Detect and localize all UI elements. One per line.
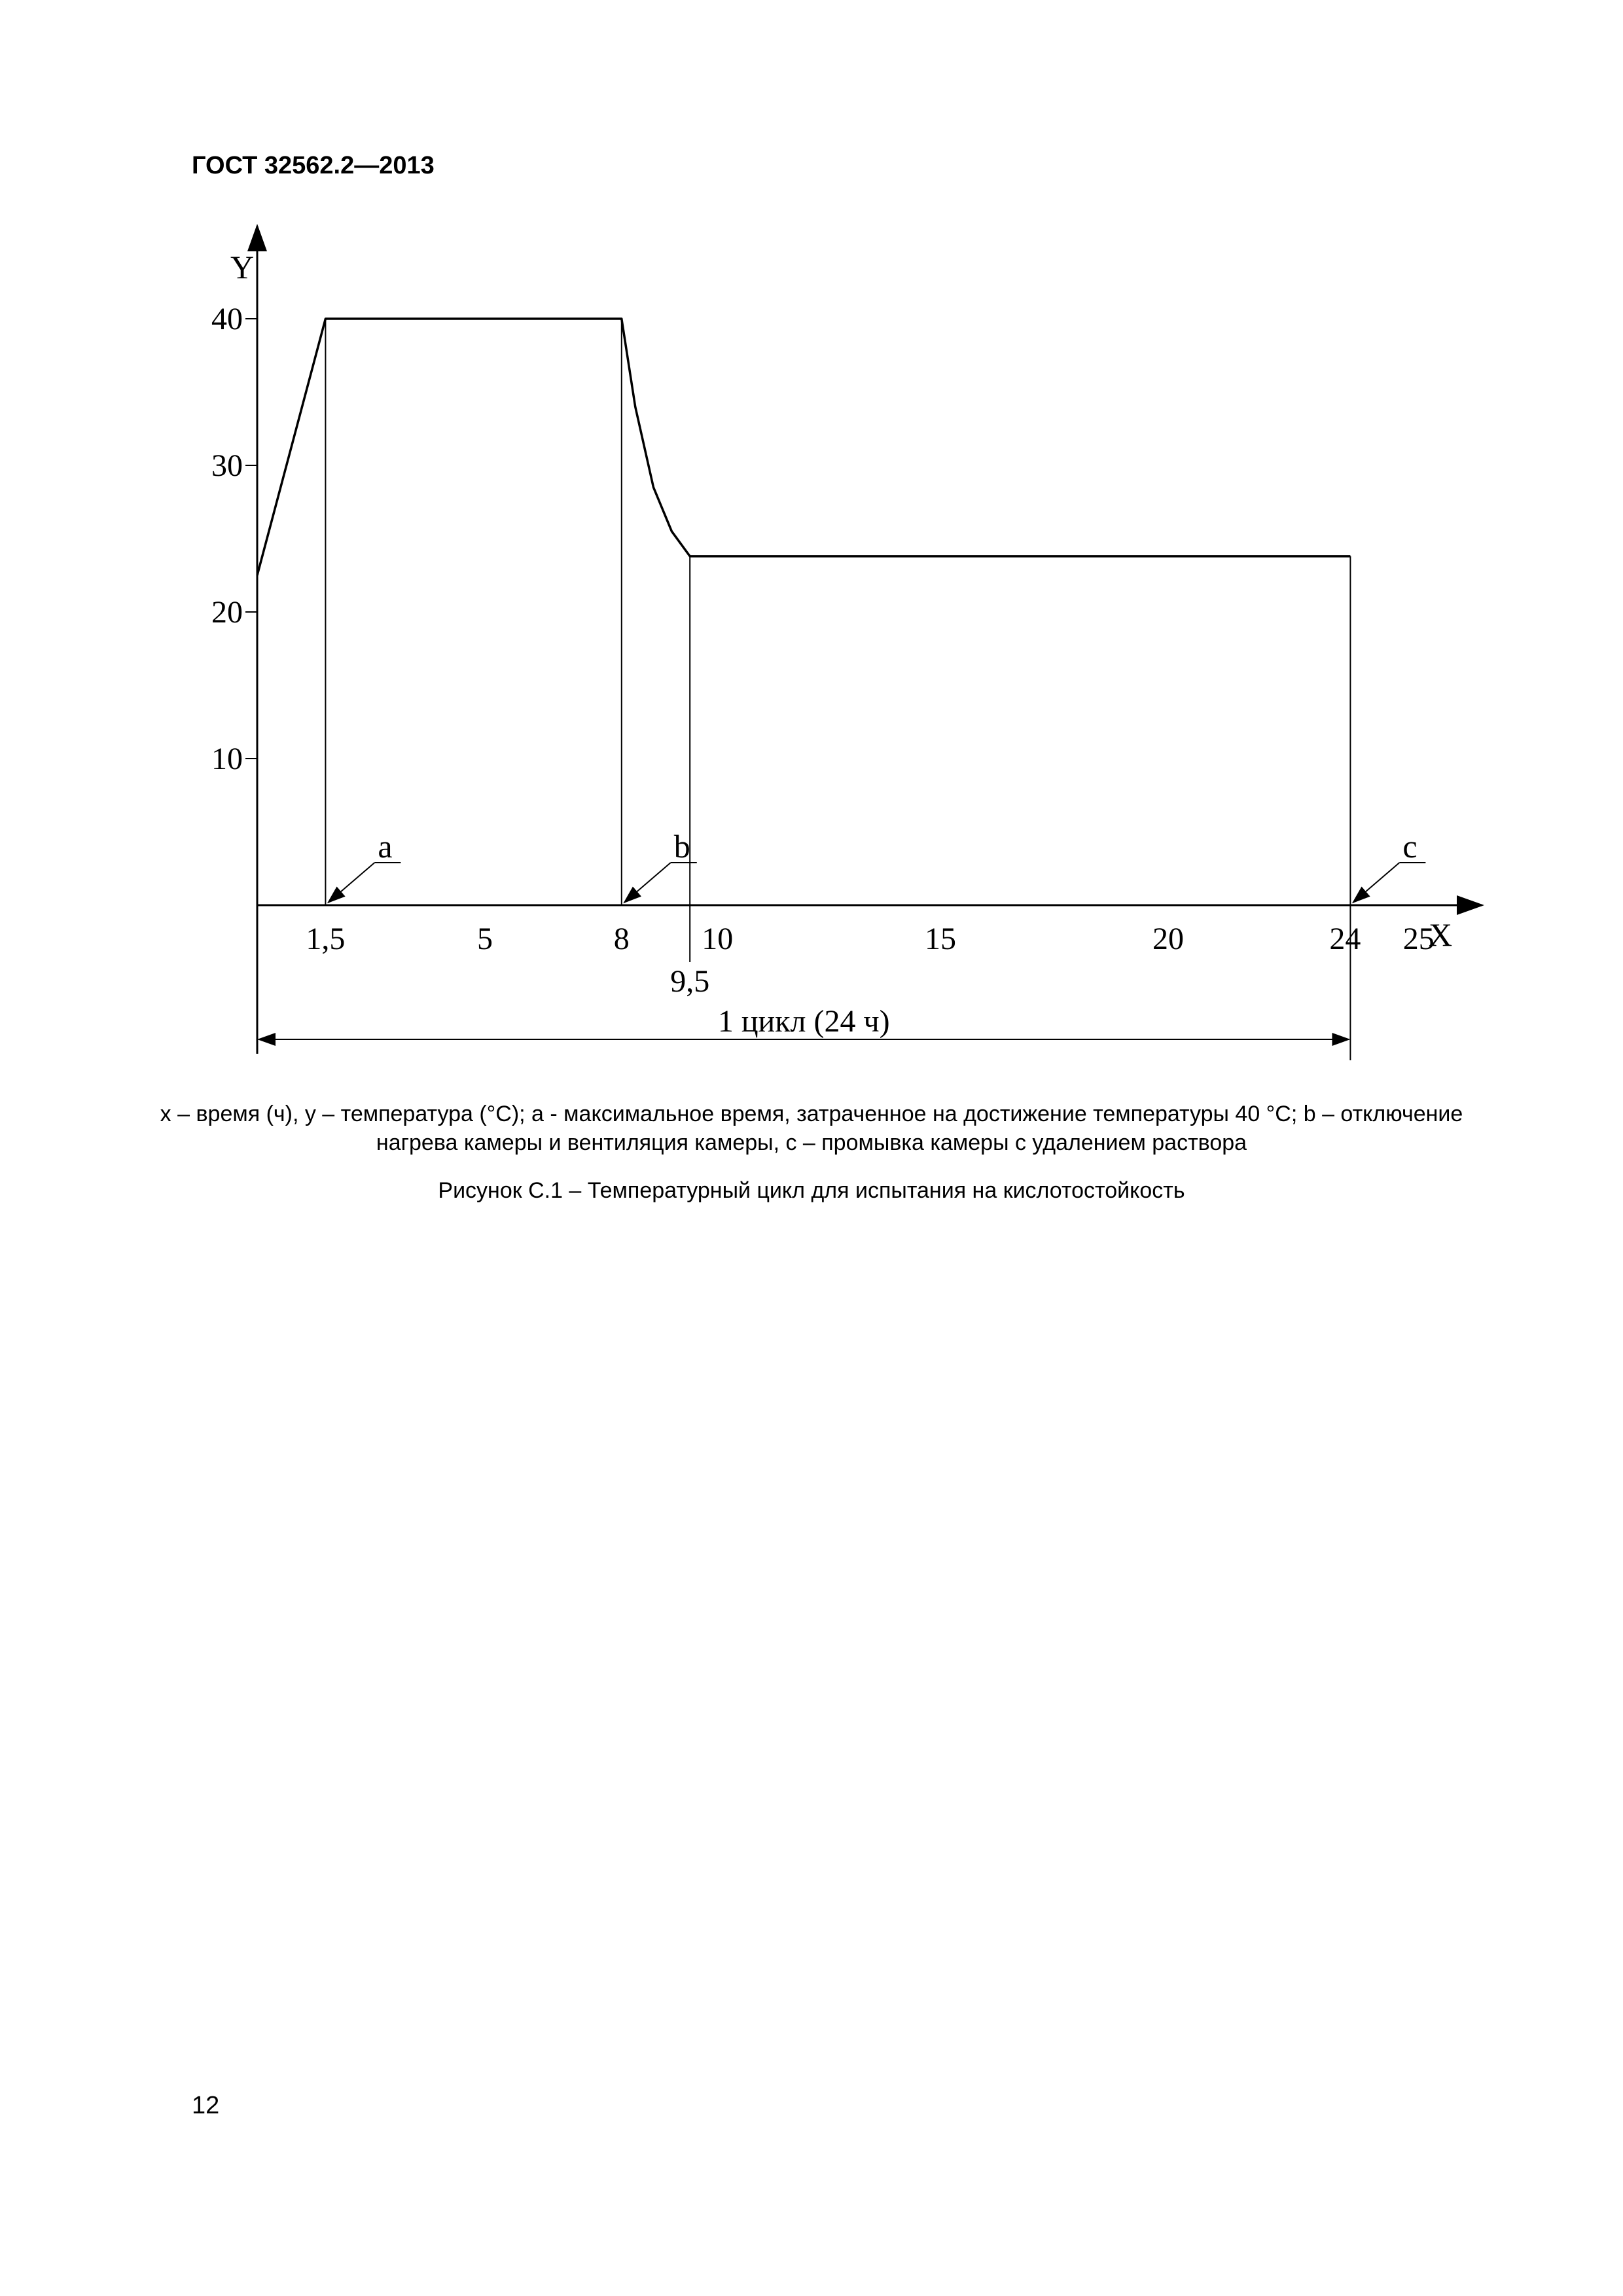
x-tick-label: 25 — [1402, 922, 1435, 956]
marker-label-b: b — [673, 828, 690, 865]
marker-arrow — [328, 863, 374, 903]
marker-label-a: a — [378, 828, 393, 865]
x-tick-label: 5 — [477, 922, 493, 956]
marker-label-c: c — [1402, 828, 1418, 865]
x-tick-label: 24 — [1329, 922, 1361, 956]
cycle-span-label: 1 цикл (24 ч) — [717, 1004, 890, 1039]
page-number: 12 — [192, 2092, 220, 2119]
x-axis-label: X — [1429, 916, 1453, 953]
x-tick-label: 1,5 — [306, 922, 346, 956]
marker-arrow — [1353, 863, 1399, 903]
y-axis-label: Y — [230, 249, 255, 285]
y-tick-label: 10 — [211, 742, 243, 776]
figure-caption: Рисунок С.1 – Температурный цикл для испытания на кислотостойкость — [438, 1178, 1185, 1203]
y-tick-label: 40 — [211, 302, 243, 336]
y-tick-label: 20 — [211, 595, 243, 630]
marker-arrow — [624, 863, 671, 903]
x-tick-label: 20 — [1152, 922, 1184, 956]
x-tick-label: 15 — [925, 922, 956, 956]
x-tick-label: 8 — [613, 922, 630, 956]
temperature-cycle-chart — [0, 0, 1623, 1080]
document-header: ГОСТ 32562.2—2013 — [192, 152, 435, 179]
x-tick-label: 9,5 — [670, 964, 710, 999]
figure-legend: x – время (ч), y – температура (°С); а - максимальное время, затраченное на достижение температуры 40 °С; b – отключение нагрева камеры и вентиляция камеры, c – промывка камеры с удалением раствора — [160, 1102, 1463, 1155]
temperature-series-line — [257, 319, 1350, 575]
y-tick-label: 30 — [211, 448, 243, 483]
x-tick-label: 10 — [702, 922, 734, 956]
